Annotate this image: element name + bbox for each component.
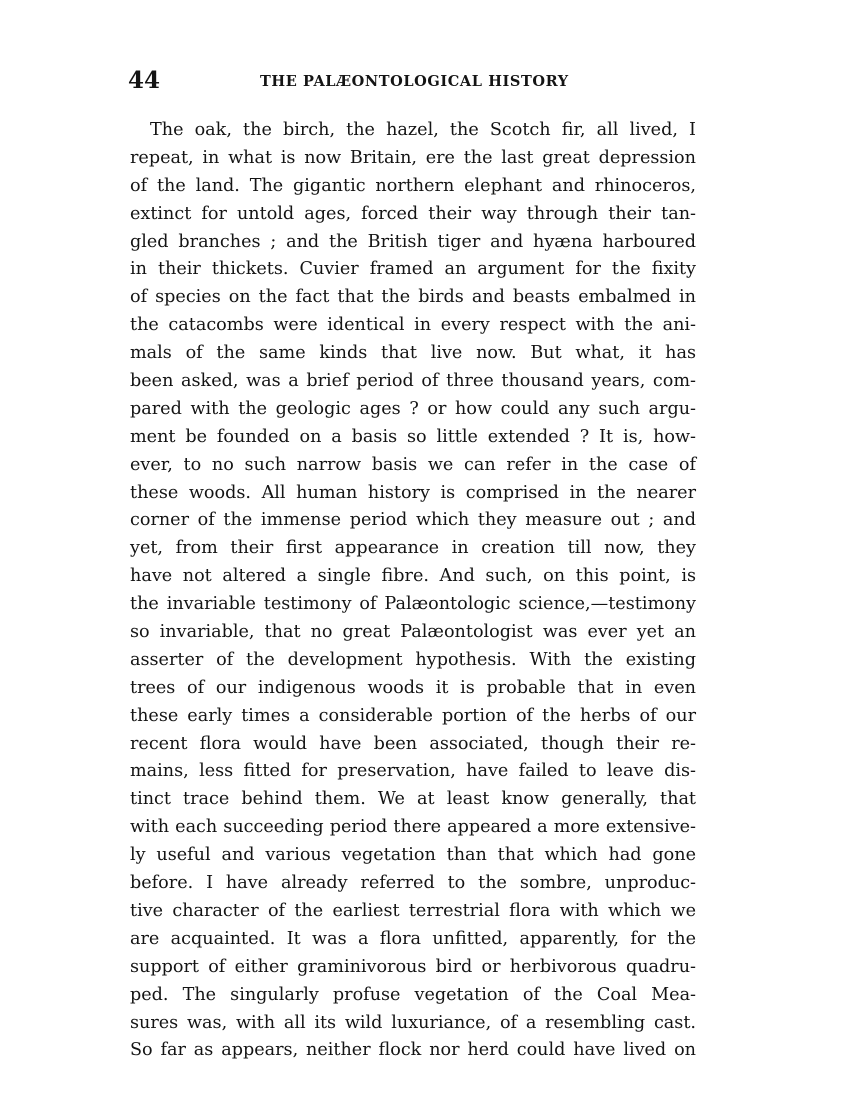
text-line: before. I have already referred to the sombre, unproduc- xyxy=(130,873,696,894)
text-line: repeat, in what is now Britain, ere the last great depression xyxy=(130,147,696,168)
page-number: 44 xyxy=(128,67,161,94)
text-line: been asked, was a brief period of three thousand years, com- xyxy=(130,371,696,392)
body-text xyxy=(130,117,696,1065)
text-line: The oak, the birch, the hazel, the Scotch fir, all lived, I xyxy=(150,120,696,140)
text-line: mains, less fitted for preservation, have failed to leave dis- xyxy=(130,761,696,782)
text-line: yet, from their first appearance in creation till now, they xyxy=(130,538,696,559)
text-line: have not altered a single fibre. And such, on this point, is xyxy=(130,566,696,587)
text-line: ment be founded on a basis so little extended ? It is, how- xyxy=(130,426,696,447)
text-line: corner of the immense period which they measure out ; and xyxy=(130,510,696,531)
page-header xyxy=(128,66,698,102)
text-line: pared with the geologic ages ? or how could any such argu- xyxy=(130,398,696,419)
text-line: ly useful and various vegetation than that which had gone xyxy=(130,845,696,866)
text-line: gled branches ; and the British tiger and hyæna harboured xyxy=(130,231,696,252)
text-line: ever, to no such narrow basis we can refer in the case of xyxy=(130,454,696,475)
text-line: so invariable, that no great Palæontologist was ever yet an xyxy=(130,622,696,643)
text-line: recent flora would have been associated, though their re- xyxy=(130,733,696,754)
text-line: with each succeeding period there appeared a more extensive- xyxy=(130,817,696,838)
text-line: extinct for untold ages, forced their way through their tan- xyxy=(130,203,696,224)
text-line: of the land. The gigantic northern elephant and rhinoceros, xyxy=(130,175,696,196)
text-line: tinct trace behind them. We at least know generally, that xyxy=(130,789,696,810)
text-line: trees of our indigenous woods it is probable that in even xyxy=(130,677,696,698)
text-line: support of either graminivorous bird or herbivorous quadru- xyxy=(130,956,696,977)
text-line: these woods. All human history is comprised in the nearer xyxy=(130,482,696,503)
text-line: ped. The singularly profuse vegetation of the Coal Mea- xyxy=(130,984,696,1005)
text-line: of species on the fact that the birds and beasts embalmed in xyxy=(130,287,696,308)
text-line: the catacombs were identical in every respect with the ani- xyxy=(130,315,696,336)
text-line: these early times a considerable portion of the herbs of our xyxy=(130,705,696,726)
text-line: sures was, with all its wild luxuriance, of a resembling cast. xyxy=(130,1012,696,1033)
text-line: the invariable testimony of Palæontologic science,—testimony xyxy=(130,594,696,615)
text-line: So far as appears, neither flock nor herd could have lived on xyxy=(130,1040,696,1061)
text-line: asserter of the development hypothesis. With the existing xyxy=(130,649,696,670)
text-line: tive character of the earliest terrestrial flora with which we xyxy=(130,900,696,921)
text-line: mals of the same kinds that live now. But what, it has xyxy=(130,343,696,364)
text-line: in their thickets. Cuvier framed an argument for the fixity xyxy=(130,259,696,280)
running-head: THE PALÆONTOLOGICAL HISTORY xyxy=(260,73,569,90)
text-line: are acquainted. It was a flora unfitted, apparently, for the xyxy=(130,928,696,949)
